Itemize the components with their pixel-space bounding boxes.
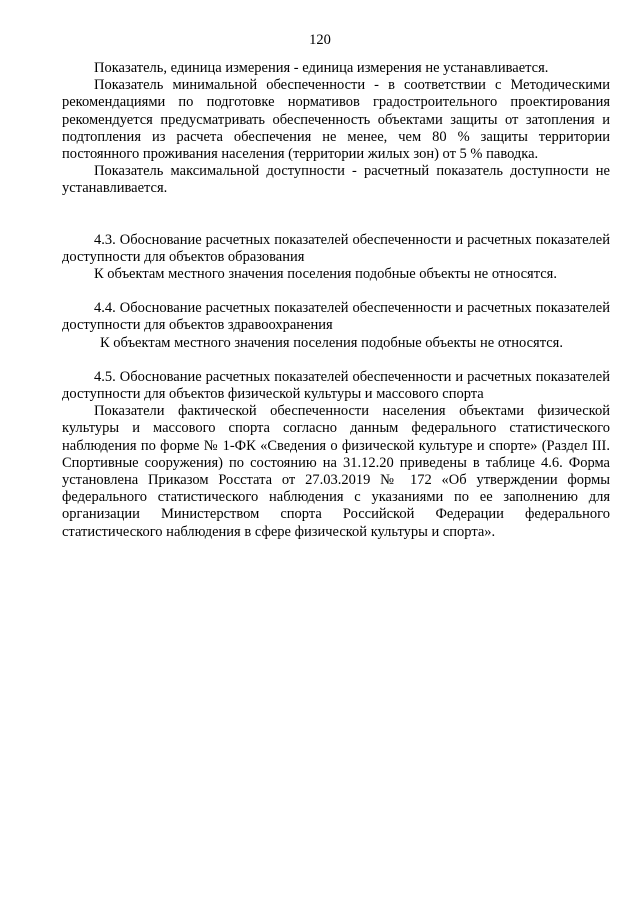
section-text-4-5: Показатели фактической обеспеченности населения объектами физической культуры и массового спорта согласно данным федерального статистического наблюдения по форме № 1-ФК «Сведения о физической культуре и спорте» (Раздел III. Спортивные сооружения) по состоянию на 31.12.20 приведены в таблице 4.6. Форма установлена Приказом Росстата от 27.03.2019 № 172 «Об утверждении формы федерального статистического наблюдения с указаниями по ее заполнению для организации Министерством спорта Российской Федерации федерального статистического наблюдения в сфере физической культуры и спорта». xyxy=(62,403,610,540)
section-text-4-4: К объектам местного значения поселения подобные объекты не относятся. xyxy=(100,334,563,351)
page-number: 120 xyxy=(309,32,331,48)
paragraph-min-provision: Показатель минимальной обеспеченности - в соответствии с Методическими рекомендациями по подготовке нормативов градостроительного проектирования рекомендуется предусматривать обеспеченность объектами защиты от затопления и подтопления из расчета обеспечения не менее, чем 80 % защиты территории постоянного проживания населения (территории жилых зон) от 5 % паводка. xyxy=(62,77,610,163)
section-heading-4-5: 4.5. Обоснование расчетных показателей обеспеченности и расчетных показателей доступности для объектов физической культуры и массового спорта xyxy=(62,368,610,403)
spacer xyxy=(62,352,610,369)
spacer xyxy=(62,198,610,232)
paragraph-unit: Показатель, единица измерения - единица измерения не устанавливается. xyxy=(94,60,549,76)
document-body xyxy=(62,60,610,541)
section-heading-4-4: 4.4. Обоснование расчетных показателей обеспеченности и расчетных показателей доступности для объектов здравоохранения xyxy=(62,300,610,334)
paragraph-max-access: Показатель максимальной доступности - расчетный показатель доступности не устанавливается. xyxy=(62,163,610,197)
section-text-4-3: К объектам местного значения поселения подобные объекты не относятся. xyxy=(94,266,557,283)
section-heading-4-3: 4.3. Обоснование расчетных показателей обеспеченности и расчетных показателей доступности для объектов образования xyxy=(62,231,610,265)
spacer xyxy=(62,283,610,300)
